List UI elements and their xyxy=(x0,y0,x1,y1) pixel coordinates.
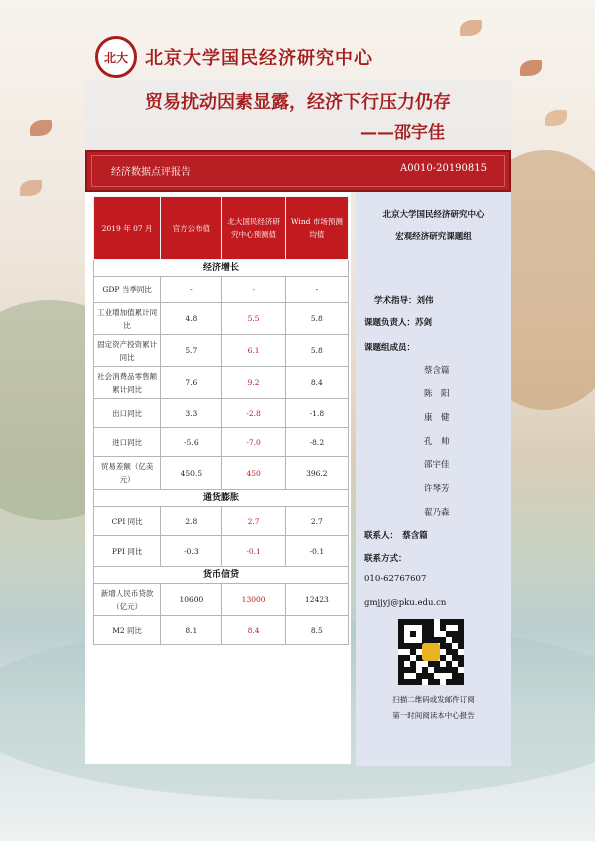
member-name: 蔡含篇 xyxy=(424,366,450,376)
autumn-leaf xyxy=(20,180,42,196)
official-value: 7.6 xyxy=(161,367,222,399)
forecast-value: -7.0 xyxy=(222,428,285,457)
forecast-value: 6.1 xyxy=(222,335,285,367)
official-value: 10600 xyxy=(161,584,222,616)
wind-value: 8.4 xyxy=(285,367,348,399)
table-row xyxy=(94,428,349,457)
project-leader: 课题负责人：苏剑 xyxy=(364,318,433,328)
table-row xyxy=(94,277,349,303)
wind-value: 396.2 xyxy=(285,457,348,490)
official-value: -5.6 xyxy=(161,428,222,457)
table-header-row xyxy=(94,197,349,260)
members-label: 课题组成员： xyxy=(364,343,416,353)
row-label: 工业增加值累计同比 xyxy=(94,303,161,335)
forecast-value: 5.5 xyxy=(222,303,285,335)
wind-value: -8.2 xyxy=(285,428,348,457)
contact-method-label: 联系方式： xyxy=(364,554,407,564)
wind-value: -0.1 xyxy=(285,536,348,567)
report-bar xyxy=(85,150,511,192)
row-label: 出口同比 xyxy=(94,399,161,428)
side-org-line1: 北京大学国民经济研究中心 xyxy=(382,210,485,220)
forecast-value: - xyxy=(222,277,285,303)
official-value: 4.8 xyxy=(161,303,222,335)
official-value: - xyxy=(161,277,222,303)
row-label: 贸易差额（亿美元） xyxy=(94,457,161,490)
table-row xyxy=(94,335,349,367)
report-type: 经济数据点评报告 xyxy=(111,167,191,178)
side-org-name xyxy=(356,204,511,248)
header-logo xyxy=(95,36,373,78)
table-row xyxy=(94,399,349,428)
contact-person: 联系人： 蔡含篇 xyxy=(364,531,428,541)
table-row xyxy=(94,457,349,490)
report-code: A0010-20190815 xyxy=(400,163,487,174)
header-forecast: 北大国民经济研究中心预测值 xyxy=(222,197,285,260)
email-address[interactable]: gmjjyj@pku.edu.cn xyxy=(364,598,447,608)
official-value: 3.3 xyxy=(161,399,222,428)
wind-value: 5.8 xyxy=(285,303,348,335)
official-value: 450.5 xyxy=(161,457,222,490)
side-org-line2: 宏观经济研究课题组 xyxy=(395,232,472,242)
member-name: 康 健 xyxy=(424,413,450,423)
qr-logo-icon xyxy=(422,643,440,661)
table-row xyxy=(94,367,349,399)
member-name: 翟乃森 xyxy=(424,508,450,518)
official-value: 8.1 xyxy=(161,616,222,645)
wind-value: 2.7 xyxy=(285,507,348,536)
data-table-panel xyxy=(85,192,351,764)
forecast-value: 2.7 xyxy=(222,507,285,536)
phone-number: 010-62767607 xyxy=(364,574,427,584)
report-author: ——邵宇佳 xyxy=(360,123,445,143)
wind-value: -1.8 xyxy=(285,399,348,428)
official-value: -0.3 xyxy=(161,536,222,567)
autumn-leaf xyxy=(460,20,482,36)
report-title: 贸易扰动因素显露，经济下行压力仍存 xyxy=(145,92,451,113)
table-section-header xyxy=(94,490,349,507)
table-row xyxy=(94,616,349,645)
section-title: 通货膨胀 xyxy=(94,490,349,507)
member-name: 陈 阳 xyxy=(424,389,450,399)
header-wind: Wind 市场预测均值 xyxy=(285,197,348,260)
member-name: 许琴芳 xyxy=(424,484,450,494)
wind-value: 5.8 xyxy=(285,335,348,367)
side-panel xyxy=(356,192,511,766)
header-official: 官方公布值 xyxy=(161,197,222,260)
wind-value: 12423 xyxy=(285,584,348,616)
row-label: 新增人民币贷款（亿元） xyxy=(94,584,161,616)
row-label: 社会消费品零售额累计同比 xyxy=(94,367,161,399)
row-label: GDP 当季同比 xyxy=(94,277,161,303)
table-row xyxy=(94,507,349,536)
autumn-leaf xyxy=(30,120,52,136)
table-section-header xyxy=(94,567,349,584)
forecast-value: 9.2 xyxy=(222,367,285,399)
wind-value: 8.5 xyxy=(285,616,348,645)
row-label: 固定资产投资累计同比 xyxy=(94,335,161,367)
section-title: 货币信贷 xyxy=(94,567,349,584)
row-label: M2 同比 xyxy=(94,616,161,645)
autumn-leaf xyxy=(520,60,542,76)
member-name: 孔 帅 xyxy=(424,437,450,447)
header-month: 2019 年 07 月 xyxy=(94,197,161,260)
scan-instruction-line1: 扫描二维码或发邮件订阅 xyxy=(392,695,475,704)
data-table xyxy=(93,196,349,645)
member-name: 邵宇佳 xyxy=(424,460,450,470)
forecast-value: 8.4 xyxy=(222,616,285,645)
official-value: 5.7 xyxy=(161,335,222,367)
academic-advisor: 学术指导：刘伟 xyxy=(374,296,434,306)
table-section-header xyxy=(94,260,349,277)
table-row xyxy=(94,303,349,335)
forecast-value: 13000 xyxy=(222,584,285,616)
section-title: 经济增长 xyxy=(94,260,349,277)
row-label: PPI 同比 xyxy=(94,536,161,567)
wind-value: - xyxy=(285,277,348,303)
university-seal-icon: 北大 xyxy=(95,36,137,78)
row-label: CPI 同比 xyxy=(94,507,161,536)
forecast-value: 450 xyxy=(222,457,285,490)
row-label: 进口同比 xyxy=(94,428,161,457)
forecast-value: -0.1 xyxy=(222,536,285,567)
table-row xyxy=(94,584,349,616)
forecast-value: -2.8 xyxy=(222,399,285,428)
official-value: 2.8 xyxy=(161,507,222,536)
scan-instruction-line2: 第一时间阅读本中心报告 xyxy=(392,711,475,720)
org-name: 北京大学国民经济研究中心 xyxy=(145,48,373,69)
table-row xyxy=(94,536,349,567)
autumn-leaf xyxy=(545,110,567,126)
